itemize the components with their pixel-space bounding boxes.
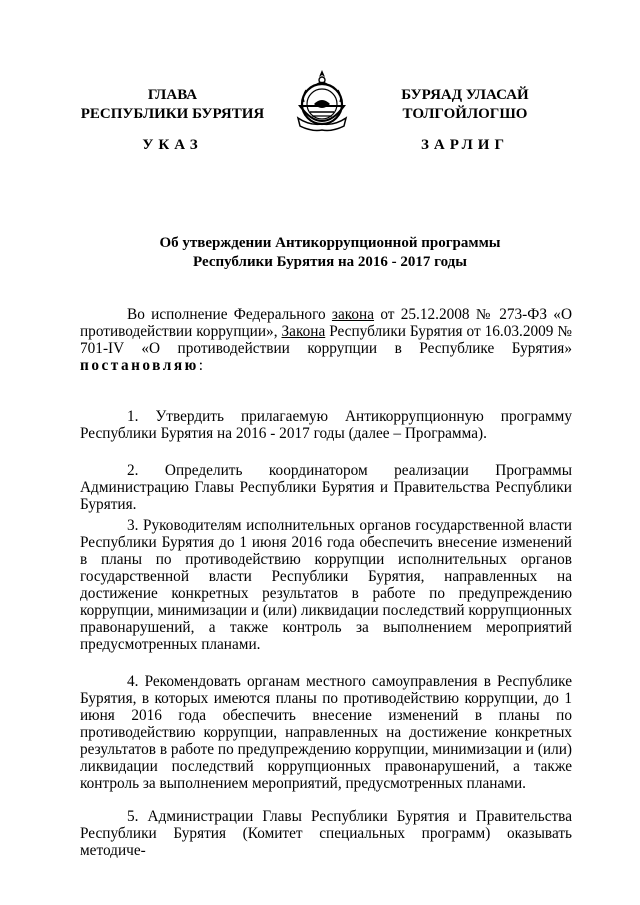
document-title-line2: Республики Бурятия на 2016 - 2017 годы (193, 254, 467, 270)
header-right-block (370, 86, 560, 124)
doc-type-left: УКАЗ (142, 137, 203, 153)
emblem-icon (292, 66, 352, 138)
paragraph-2: 2. Определить координатором реализации Программы Администрацию Главы Республики Бурятия и Правительства Республики Бурятия. (80, 462, 572, 513)
paragraph-4: 4. Рекомендовать органам местного самоуправления в Республике Бурятия, в которых имеются планы по противодействию коррупции, до 1 июня 2016 года обеспечить внесение изменений в планы по противодействию коррупции, направленных на достижение конкретных результатов в работе по предупреждению коррупции, минимизации и (или) ликвидации последствий коррупционных правонарушений, а также контроль за выполнением мероприятий, предусмотренных планами. (80, 673, 572, 792)
preamble-text-1: Во исполнение Федерального (127, 306, 332, 323)
document-title-line1: Об утверждении Антикоррупционной программы (159, 235, 501, 251)
paragraph-5: 5. Администрации Главы Республики Бурятия и Правительства Республики Бурятия (Комитет специальных программ) оказывать методиче- (80, 808, 572, 859)
preamble-text-3: Республики Бурятия от 16.03.2009 № 701-IV «О противодействии коррупции в Республике Бурятия» (80, 323, 572, 357)
federal-law-link[interactable]: закона (331, 306, 375, 323)
header-left-subtitle: РЕСПУБЛИКИ БУРЯТИЯ (80, 106, 265, 122)
preamble-paragraph (80, 306, 572, 374)
header-right-subtitle: ТОЛГОЙЛОГШО (402, 106, 528, 122)
header-right-title: БУРЯАД УЛАСАЙ (401, 87, 529, 103)
preamble-text-2: от 25.12.2008 № 273-ФЗ «О противодействии коррупции», (80, 306, 572, 340)
preamble-colon: : (198, 357, 204, 374)
paragraph-3: 3. Руководителям исполнительных органов государственной власти Республики Бурятия до 1 июня 2016 года обеспечить внесение изменений в планы по противодействию коррупции исполнительных органов государственной власти Республики Бурятия, направленных на достижение конкретных результатов в работе по предупреждению коррупции, минимизации и (или) ликвидации последствий коррупционных правонарушений, а также контроль за выполнением мероприятий предусмотренных планами. (80, 517, 572, 653)
doc-type-right: ЗАРЛИГ (420, 137, 510, 153)
republic-law-link[interactable]: Закона (281, 323, 326, 340)
paragraph-1: 1. Утвердить прилагаемую Антикоррупционную программу Республики Бурятия на 2016 - 2017 годы (далее – Программа). (80, 408, 572, 442)
document-title (80, 234, 580, 272)
decree-word: постановляю (80, 357, 199, 374)
header-left-title: ГЛАВА (147, 87, 198, 103)
header-left-block (80, 86, 265, 124)
coat-of-arms-emblem (292, 66, 352, 138)
